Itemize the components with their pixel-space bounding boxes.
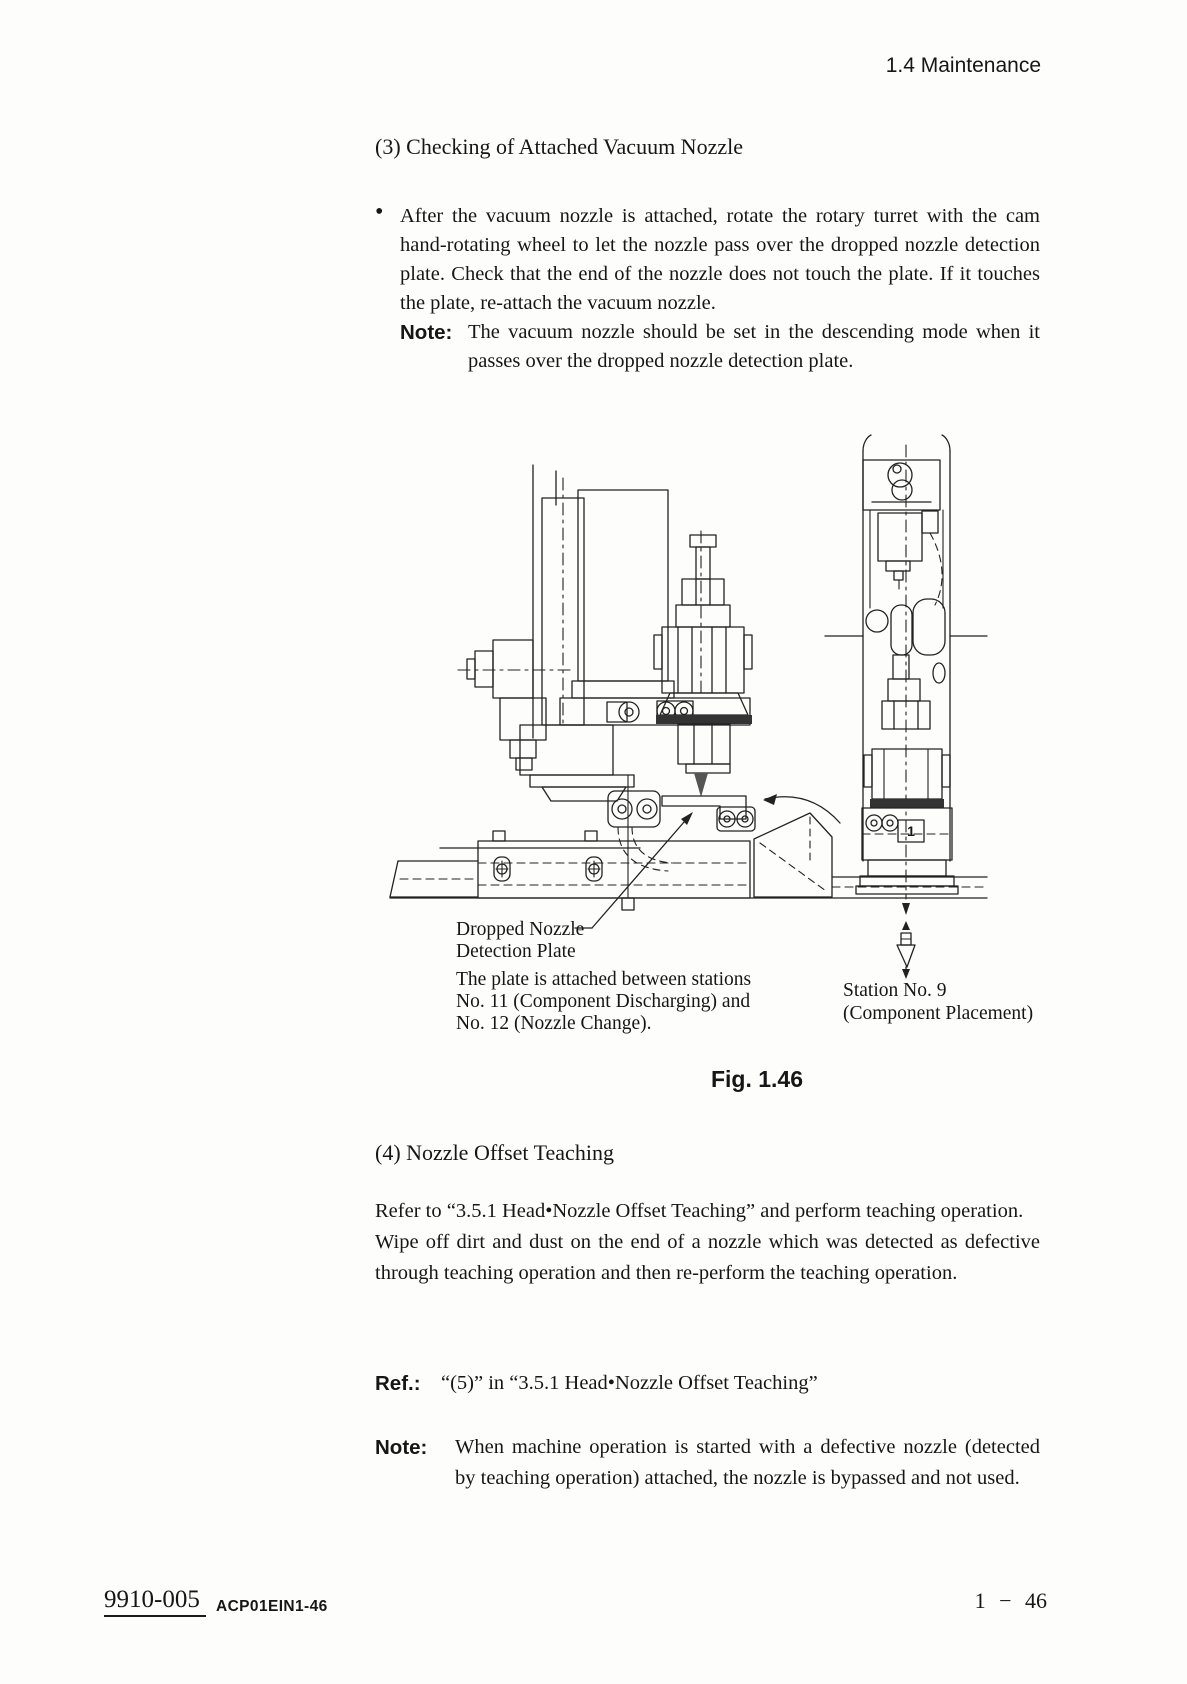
ref-label: Ref.: (375, 1372, 421, 1395)
note-label: Note: (375, 1436, 428, 1459)
note-text: The vacuum nozzle should be set in the descending mode when it passes over the dropped nozzle detection plate. (468, 321, 1040, 372)
section4-heading: (4) Nozzle Offset Teaching (375, 1140, 614, 1165)
section3-bullet-text: After the vacuum nozzle is attached, rotate the rotary turret with the cam hand-rotating wheel to let the nozzle pass over the dropped nozzle detection plate. Check that the end of the nozzle does not touch the plate. If it touches the plate, re-attach the vacuum nozzle. (400, 205, 1040, 314)
section4-paragraphs (375, 1196, 1040, 1289)
note-text: When machine operation is started with a defective nozzle (detected by teaching operation) attached, the nozzle is bypassed and not used. (455, 1436, 1040, 1489)
figure-caption: Fig. 1.46 (710, 1066, 804, 1092)
dropped-nozzle-label-line1: Dropped Nozzle (456, 919, 585, 940)
machine-head-group (458, 465, 750, 910)
plate-note-line2: No. 11 (Component Discharging) and (456, 991, 751, 1012)
rotation-arrow (763, 794, 840, 823)
station-box-number: 1 (907, 823, 915, 839)
plate-note-line3: No. 12 (Nozzle Change). (456, 1013, 652, 1034)
dropped-nozzle-label (456, 919, 584, 962)
station-label-line2: (Component Placement) (843, 1002, 1034, 1024)
section4-note (375, 1432, 1040, 1494)
plate-note-label (456, 969, 751, 1035)
station-label-line1: Station No. 9 (843, 980, 947, 1001)
footer-page-number: 1 − 46 (974, 1588, 1047, 1613)
reference-row (375, 1372, 818, 1396)
section3-note (400, 318, 1040, 376)
bullet-marker: • (375, 199, 384, 225)
station-label (843, 980, 1033, 1025)
footer-doc-code: ACP01EIN1-46 (216, 1598, 328, 1615)
section3-heading: (3) Checking of Attached Vacuum Nozzle (375, 134, 743, 159)
section4-para2: Wipe off dirt and dust on the end of a nozzle which was detected as defective through teaching operation and then re-perform the teaching operation. (375, 1231, 1040, 1284)
page-header: 1.4 Maintenance (885, 54, 1041, 77)
section4-para1: Refer to “3.5.1 Head•Nozzle Offset Teaching” and perform teaching operation. (375, 1200, 1024, 1222)
dropped-nozzle-label-line2: Detection Plate (456, 940, 576, 962)
station9-nozzle-arrow (897, 894, 915, 979)
figure-drawing (360, 393, 990, 1003)
plate-note-line1: The plate is attached between stations (456, 969, 752, 990)
footer-doc-number: 9910-005 (104, 1586, 206, 1617)
ref-text: “(5)” in “3.5.1 Head•Nozzle Offset Teaching” (441, 1372, 818, 1394)
section3-bullet-block (375, 199, 1040, 376)
note-label: Note: (400, 321, 453, 344)
nozzle-spindle-group (654, 531, 752, 797)
